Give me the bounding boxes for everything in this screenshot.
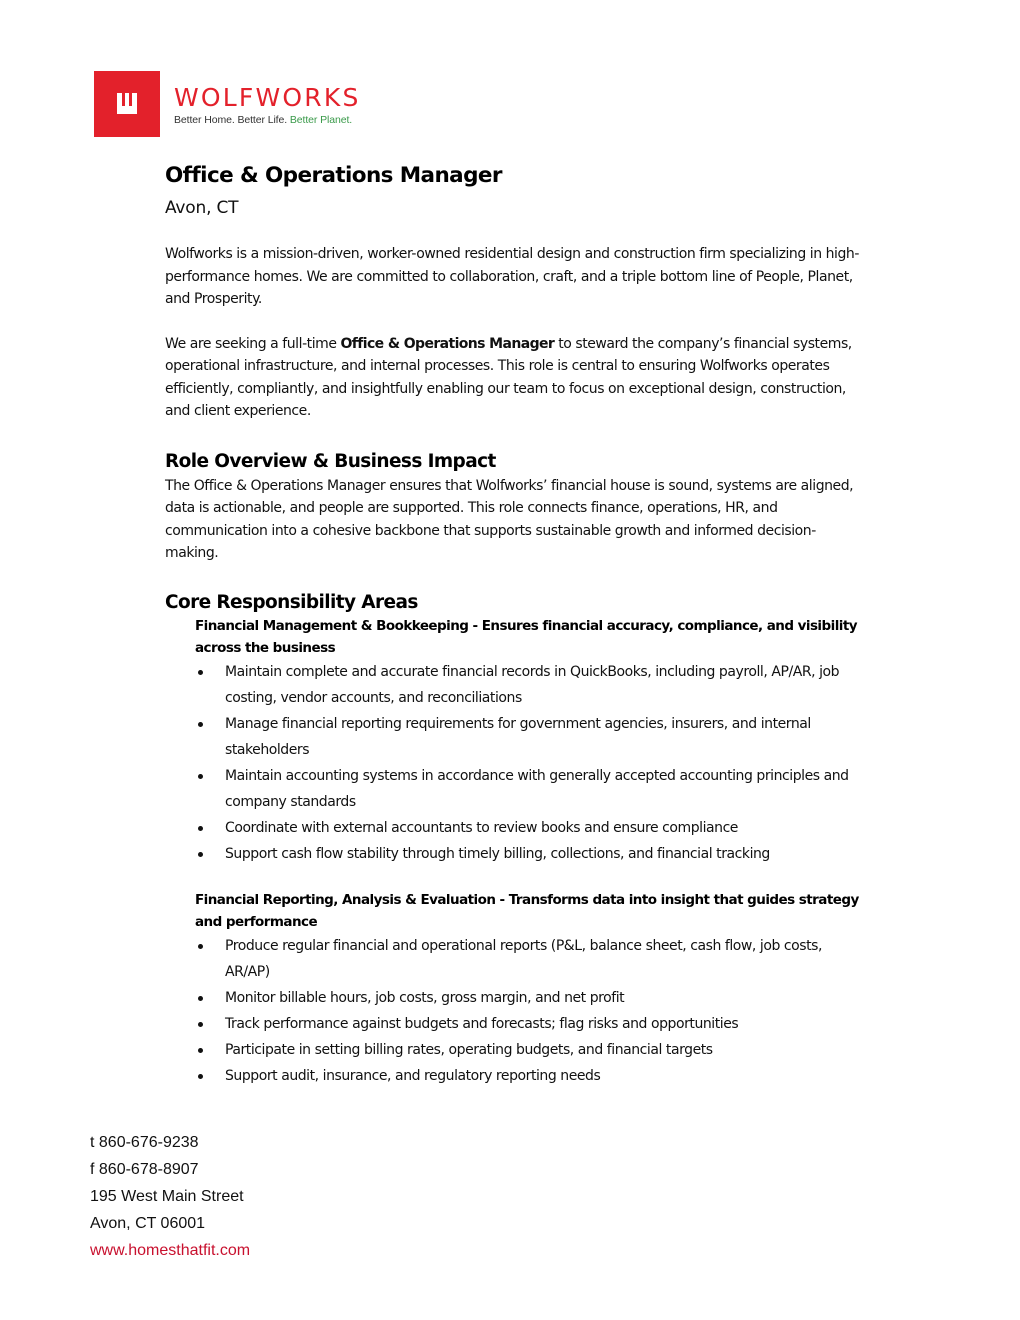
list-item [195, 1037, 865, 1063]
document-body [165, 160, 865, 1089]
bullet-icon [198, 1074, 203, 1079]
contact-footer [90, 1129, 250, 1264]
list-item-text: Support audit, insurance, and regulatory reporting needs [225, 1067, 601, 1084]
intro-paragraph-2 [165, 333, 865, 423]
list-item-text: Monitor billable hours, job costs, gross margin, and net profit [225, 989, 625, 1006]
bullet-icon [198, 722, 203, 727]
list-item [195, 815, 865, 841]
bullet-icon [198, 944, 203, 949]
intro-text-after: to steward the company’s financial systems, operational infrastructure, and internal processes. This role is central to ensuring Wolfworks operates efficiently, compliantly, and insightfully enabling our team to focus on exceptional design, construction, and client experience. [165, 335, 852, 419]
bullet-icon [198, 996, 203, 1001]
wolfworks-w-mark-icon [94, 71, 160, 137]
bullet-icon [198, 1022, 203, 1027]
intro-text-before: We are seeking a full-time [165, 335, 341, 352]
list-item [195, 1011, 865, 1037]
list-item-text: Manage financial reporting requirements for government agencies, insurers, and internal stakeholders [225, 715, 811, 758]
list-item-text: Participate in setting billing rates, operating budgets, and financial targets [225, 1041, 713, 1058]
list-item-text: Maintain accounting systems in accordance with generally accepted accounting principles and company standards [225, 767, 849, 810]
list-item [195, 933, 865, 985]
list-item [195, 841, 865, 867]
area-heading: Financial Reporting, Analysis & Evaluation - Transforms data into insight that guides strategy and performance [195, 891, 859, 930]
area-heading: Financial Management & Bookkeeping - Ensures financial accuracy, compliance, and visibility across the business [195, 617, 858, 656]
list-item-text: Maintain complete and accurate financial records in QuickBooks, including payroll, AP/AR, job costing, vendor accounts, and reconciliations [225, 663, 840, 706]
page-title: Office & Operations Manager [165, 163, 502, 188]
list-item-text: Coordinate with external accountants to review books and ensure compliance [225, 819, 738, 836]
list-item [195, 985, 865, 1011]
logo-tagline [174, 114, 361, 126]
list-item-text: Track performance against budgets and forecasts; flag risks and opportunities [225, 1015, 739, 1032]
section-heading-core-areas: Core Responsibility Areas [165, 591, 418, 613]
phone-number: t 860-676-9238 [90, 1134, 199, 1151]
city-state-zip: Avon, CT 06001 [90, 1215, 206, 1232]
responsibility-area-financial-reporting [195, 889, 865, 1089]
role-overview-paragraph: The Office & Operations Manager ensures that Wolfworks’ financial house is sound, systems are aligned, data is actionable, and people are supported. This role connects finance, operations, HR, and communication into a cohesive backbone that supports sustainable growth and informed decision-making. [165, 477, 854, 561]
list-item [195, 1063, 865, 1089]
logo-wordmark: WOLFWORKS [174, 83, 361, 112]
list-item [195, 659, 865, 711]
street-address: 195 West Main Street [90, 1188, 244, 1205]
section-heading-role-overview: Role Overview & Business Impact [165, 450, 496, 472]
intro-paragraph-1: Wolfworks is a mission-driven, worker-owned residential design and construction firm specializing in high-performance homes. We are committed to collaboration, craft, and a triple bottom line of People, Planet, and Prosperity. [165, 246, 859, 307]
company-logo [94, 71, 361, 137]
tagline-part-2: Better Planet. [289, 114, 353, 126]
bullet-icon [198, 826, 203, 831]
bullet-icon [198, 670, 203, 675]
list-item-text: Support cash flow stability through timely billing, collections, and financial tracking [225, 845, 770, 862]
tagline-part-1: Better Home. Better Life. [174, 114, 290, 126]
list-item [195, 711, 865, 763]
job-location: Avon, CT [165, 198, 239, 218]
bullet-icon [198, 774, 203, 779]
bullet-icon [198, 1048, 203, 1053]
list-item-text: Produce regular financial and operational reports (P&L, balance sheet, cash flow, job costs, AR/AP) [225, 937, 822, 980]
website-link[interactable]: www.homesthatfit.com [90, 1242, 251, 1259]
fax-number: f 860-678-8907 [90, 1161, 199, 1178]
list-item [195, 763, 865, 815]
bullet-icon [198, 852, 203, 857]
bullet-list [195, 659, 865, 867]
bullet-list [195, 933, 865, 1089]
intro-role-name: Office & Operations Manager [340, 335, 555, 352]
responsibility-area-financial-management [195, 615, 865, 867]
